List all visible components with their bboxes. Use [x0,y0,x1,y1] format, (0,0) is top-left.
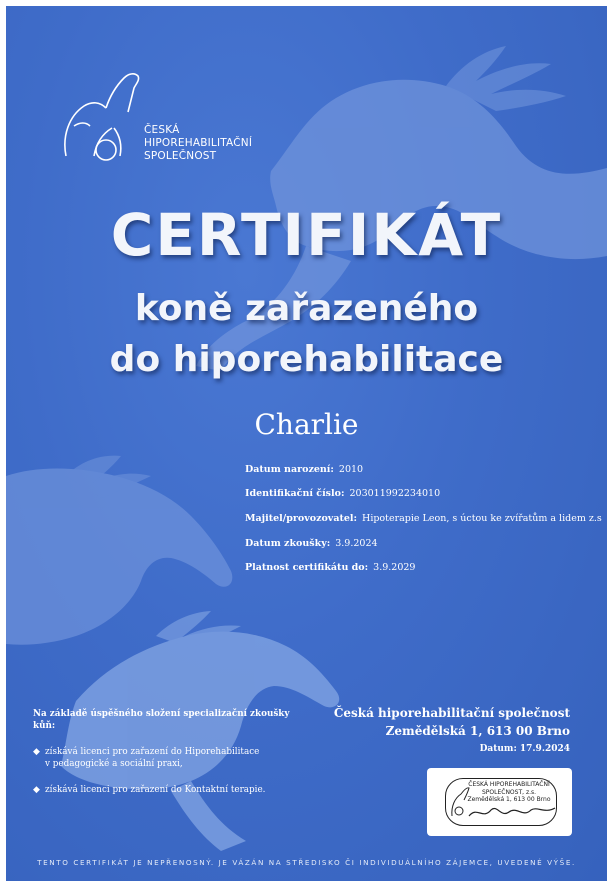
diamond-bullet-icon: ◆ [33,785,40,795]
footer-disclaimer: TENTO CERTIFIKÁT JE NEPŘENOSNÝ. JE VÁZÁN NA STŘEDISKO ČI INDIVIDUÁLNÍHO ZÁJEMCE, UVEDENÉ VÝŠE. [37,858,576,867]
detail-label: Platnost certifikátu do: [245,562,369,573]
logo-line: SPOLEČNOST [144,150,217,162]
stamp-line: ČESKÁ HIPOREHABILITAČNÍ [468,781,550,788]
detail-value: 3.9.2024 [335,538,378,549]
logo-line: HIPOREHABILITAČNÍ [144,137,253,149]
stamp-signature-box [427,768,572,836]
detail-row-owner [245,513,602,524]
stamp-line: SPOLEČNOST, z.s. [481,788,537,796]
certificate-subtitle-line-2: do hiporehabilitace [109,339,504,380]
detail-row-birth [245,464,363,475]
detail-row-id [245,488,440,499]
certificate-subtitle-line-1: koně zařazeného [134,288,479,329]
detail-row-exam-date [245,538,378,549]
logo-line: ČESKÁ [144,124,180,136]
certificate-title: CERTIFIKÁT [110,201,503,269]
issue-date: Datum: 17.9.2024 [479,744,570,754]
detail-value: Hipoterapie Leon, s úctou ke zvířatům a lidem z.s [362,513,602,524]
detail-value: 203011992234010 [349,488,441,499]
certificate-panel [6,6,607,881]
license-note-intro: Na základě úspěšného složení specializační zkoušky kůň: [33,709,290,731]
issuer-block [334,706,570,754]
issuer-address: Zemědělská 1, 613 00 Brno [385,724,570,738]
signature [467,800,557,824]
stamp-line: Zemědělská 1, 613 00 Brno [467,796,551,803]
detail-label: Majitel/provozovatel: [245,513,358,524]
detail-label: Datum zkoušky: [245,538,331,549]
license-note [33,708,303,796]
detail-label: Datum narození: [245,464,334,475]
license-bullet [33,746,303,770]
license-bullet-line: získává licenci pro zařazení do Hiporehabilitace [45,747,260,757]
detail-label: Identifikační číslo: [245,488,345,499]
license-bullet [33,784,303,796]
license-bullet-line: v pedagogické a sociální praxi, [45,759,183,769]
logo-organization-name [144,124,252,163]
detail-value: 3.9.2029 [373,562,416,573]
issuer-name: Česká hiporehabilitační společnost [333,706,570,720]
license-bullet-line: získává licenci pro zařazení do Kontaktní terapie. [45,785,266,795]
detail-value: 2010 [338,464,364,475]
detail-row-validity [245,562,415,573]
horse-name: Charlie [254,408,359,441]
diamond-bullet-icon: ◆ [33,747,40,757]
